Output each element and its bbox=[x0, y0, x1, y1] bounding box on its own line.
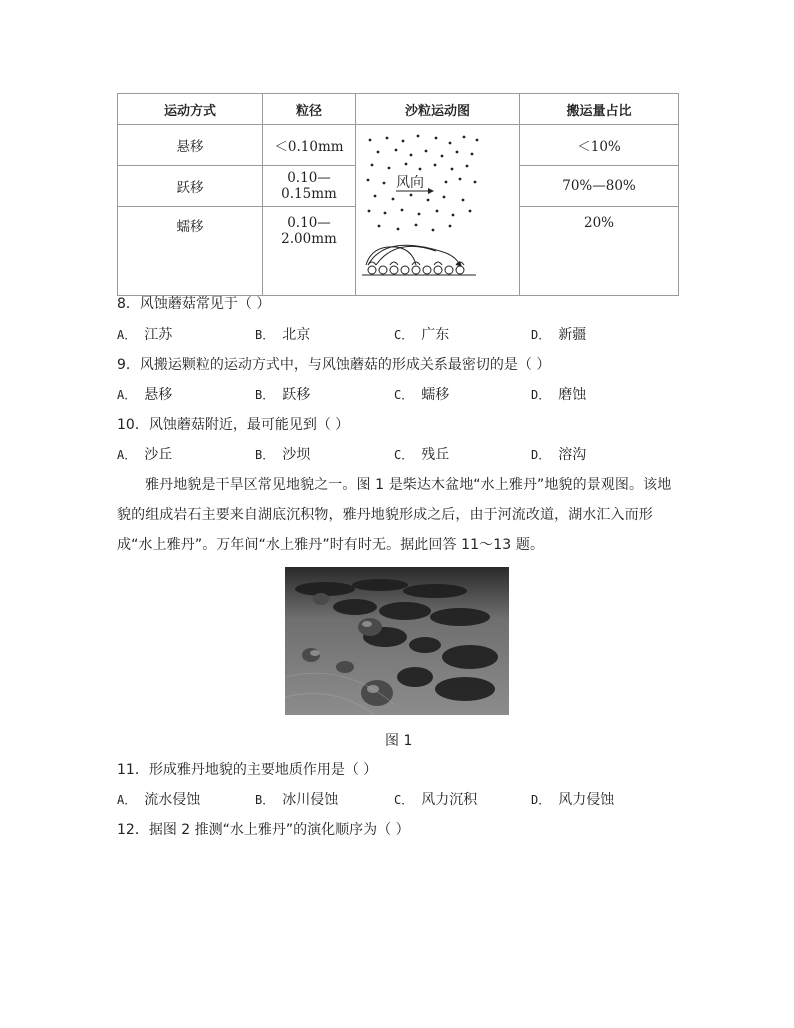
option-letter: D． bbox=[531, 793, 551, 807]
row-size: 0.10—0.15mm bbox=[263, 166, 356, 207]
option-text: 蠕移 bbox=[421, 387, 450, 403]
option-text: 北京 bbox=[282, 327, 311, 343]
question-9-options bbox=[117, 384, 677, 404]
option-letter: C． bbox=[394, 388, 414, 402]
row-mode: 蠕移 bbox=[118, 207, 263, 296]
creep-particles bbox=[368, 266, 464, 274]
option-letter: B． bbox=[255, 793, 275, 807]
question-10-options bbox=[117, 444, 677, 464]
question-8-options bbox=[117, 324, 677, 344]
option-c[interactable] bbox=[394, 444, 449, 464]
option-text: 流水侵蚀 bbox=[144, 792, 201, 808]
row-size: 0.10—2.00mm bbox=[263, 207, 356, 296]
header-share: 搬运量占比 bbox=[520, 94, 679, 125]
question-9: 9．风搬运颗粒的运动方式中，与风蚀蘑菇的形成关系最密切的是（ ） bbox=[117, 357, 551, 373]
reading-passage: 雅丹地貌是干旱区常见地貌之一。图 1 是柴达木盆地“水上雅丹”地貌的景观图。该地貌的组成岩石主要来自湖底沉积物，雅丹地貌形成之后，由于河流改道，湖水汇入而形成“水上雅丹”。万年间“水上雅丹”时有时无。据此回答 11～13 题。 bbox=[117, 477, 672, 553]
option-c[interactable] bbox=[394, 324, 449, 344]
option-a[interactable] bbox=[117, 444, 172, 464]
sand-particle-diagram bbox=[356, 125, 518, 285]
option-text: 新疆 bbox=[558, 327, 587, 343]
figure-caption: 图 1 bbox=[385, 733, 413, 749]
option-text: 沙丘 bbox=[144, 447, 173, 463]
row-mode: 悬移 bbox=[118, 125, 263, 166]
option-text: 风力侵蚀 bbox=[558, 792, 615, 808]
question-8: 8．风蚀蘑菇常见于（ ） bbox=[117, 296, 271, 312]
option-c[interactable] bbox=[394, 789, 477, 809]
sand-motion-figure bbox=[356, 125, 520, 296]
table-row bbox=[118, 125, 679, 166]
option-text: 江苏 bbox=[144, 327, 173, 343]
option-a[interactable] bbox=[117, 384, 172, 404]
option-letter: A． bbox=[117, 793, 137, 807]
option-b[interactable] bbox=[255, 444, 310, 464]
option-text: 磨蚀 bbox=[558, 387, 587, 403]
option-letter: C． bbox=[394, 793, 414, 807]
row-share: ＜10% bbox=[520, 125, 679, 166]
question-11-options bbox=[117, 789, 677, 809]
header-figure: 沙粒运动图 bbox=[356, 94, 520, 125]
sand-transport-table bbox=[117, 93, 679, 296]
option-a[interactable] bbox=[117, 789, 200, 809]
option-a[interactable] bbox=[117, 324, 172, 344]
option-c[interactable] bbox=[394, 384, 449, 404]
option-text: 残丘 bbox=[421, 447, 450, 463]
option-d[interactable] bbox=[531, 324, 586, 344]
table-header-row bbox=[118, 94, 679, 125]
option-b[interactable] bbox=[255, 789, 338, 809]
row-share: 20% bbox=[520, 207, 679, 296]
option-text: 沙坝 bbox=[282, 447, 311, 463]
option-text: 风力沉积 bbox=[421, 792, 478, 808]
option-text: 溶沟 bbox=[558, 447, 587, 463]
wind-arrow-head bbox=[428, 188, 434, 194]
option-d[interactable] bbox=[531, 789, 614, 809]
wind-direction-label: 风向 bbox=[396, 175, 424, 191]
option-letter: C． bbox=[394, 448, 414, 462]
option-text: 悬移 bbox=[144, 387, 173, 403]
option-letter: B． bbox=[255, 328, 275, 342]
yardang-landscape-photo bbox=[285, 567, 509, 715]
saltation-paths bbox=[366, 245, 460, 265]
option-d[interactable] bbox=[531, 444, 586, 464]
option-letter: D． bbox=[531, 328, 551, 342]
row-mode: 跃移 bbox=[118, 166, 263, 207]
option-d[interactable] bbox=[531, 384, 586, 404]
option-letter: A． bbox=[117, 328, 137, 342]
row-size: ＜0.10mm bbox=[263, 125, 356, 166]
header-size: 粒径 bbox=[263, 94, 356, 125]
question-11: 11．形成雅丹地貌的主要地质作用是（ ） bbox=[117, 762, 378, 778]
option-letter: B． bbox=[255, 448, 275, 462]
option-b[interactable] bbox=[255, 384, 310, 404]
option-letter: B． bbox=[255, 388, 275, 402]
option-letter: C． bbox=[394, 328, 414, 342]
option-text: 跃移 bbox=[282, 387, 311, 403]
question-12: 12．据图 2 推测“水上雅丹”的演化顺序为（ ） bbox=[117, 822, 410, 838]
option-letter: A． bbox=[117, 388, 137, 402]
option-letter: A． bbox=[117, 448, 137, 462]
option-letter: D． bbox=[531, 388, 551, 402]
option-text: 广东 bbox=[421, 327, 450, 343]
option-letter: D． bbox=[531, 448, 551, 462]
option-text: 冰川侵蚀 bbox=[282, 792, 339, 808]
option-b[interactable] bbox=[255, 324, 310, 344]
row-share: 70%—80% bbox=[520, 166, 679, 207]
header-mode: 运动方式 bbox=[118, 94, 263, 125]
question-10: 10．风蚀蘑菇附近，最可能见到（ ） bbox=[117, 417, 350, 433]
